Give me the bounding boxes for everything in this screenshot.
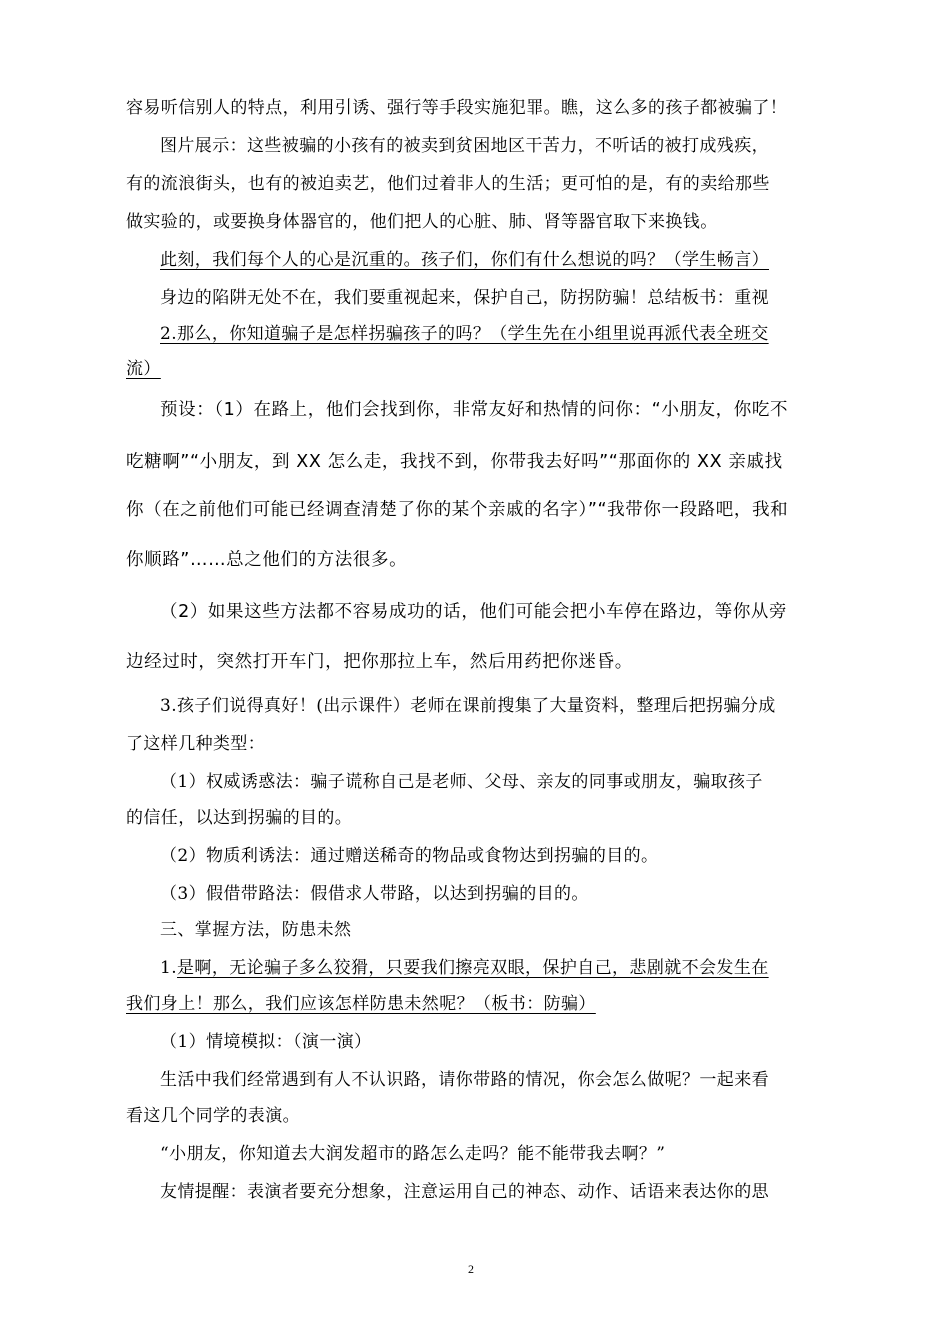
paragraph-line: 身边的陷阱无处不在，我们要重视起来，保护自己，防拐防骗！总结板书：重视 bbox=[160, 288, 769, 308]
paragraph-line-underlined: 我们身上！那么，我们应该怎样防患未然呢？（板书：防骗） bbox=[126, 994, 596, 1014]
preset-line: 吃糖啊”“小朋友，到 XX 怎么走，我找不到，你带我去好吗”“那面你的 XX 亲戚找 bbox=[126, 452, 783, 472]
paragraph-line: 3.孩子们说得真好！(出示课件）老师在课前搜集了大量资料，整理后把拐骗分成 bbox=[160, 696, 776, 716]
paragraph-line-underlined: 流） bbox=[126, 359, 161, 379]
paragraph-line: 了这样几种类型： bbox=[126, 734, 266, 754]
list-item-line: （1）权威诱惑法：骗子谎称自己是老师、父母、亲友的同事或朋友，骗取孩子 bbox=[160, 772, 763, 792]
paragraph-line-underlined bbox=[160, 957, 769, 979]
paragraph-line: 看这几个同学的表演。 bbox=[126, 1106, 300, 1126]
list-item-line: 的信任，以达到拐骗的目的。 bbox=[126, 808, 353, 828]
page-number: 2 bbox=[468, 1262, 474, 1276]
preset-line: 你顺路”……总之他们的方法很多。 bbox=[126, 550, 408, 570]
paragraph-line-underlined: 此刻，我们每个人的心是沉重的。孩子们，你们有什么想说的吗？（学生畅言） bbox=[160, 250, 769, 270]
paragraph-line: 生活中我们经常遇到有人不认识路，请你带路的情况，你会怎么做呢？一起来看 bbox=[160, 1070, 769, 1090]
list-number: 1. bbox=[160, 958, 178, 978]
paragraph-line: （1）情境模拟：（演一演） bbox=[160, 1032, 372, 1052]
underlined-text: 是啊，无论骗子多么狡猾，只要我们擦亮双眼，保护自己，悲剧就不会发生在 bbox=[177, 958, 769, 978]
preset-line: 边经过时，突然打开车门，把你那拉上车，然后用药把你迷昏。 bbox=[126, 652, 633, 672]
section-heading: 三、掌握方法，防患未然 bbox=[160, 920, 352, 940]
paragraph-line: 图片展示：这些被骗的小孩有的被卖到贫困地区干苦力，不听话的被打成残疾， bbox=[160, 136, 769, 156]
paragraph-line-underlined: 2.那么，你知道骗子是怎样拐骗孩子的吗？（学生先在小组里说再派代表全班交 bbox=[160, 324, 769, 344]
list-item-line: （3）假借带路法：假借求人带路，以达到拐骗的目的。 bbox=[160, 884, 589, 904]
paragraph-line: 做实验的，或要换身体器官的，他们把人的心脏、肺、肾等器官取下来换钱。 bbox=[126, 212, 718, 232]
list-item-line: （2）物质利诱法：通过赠送稀奇的物品或食物达到拐骗的目的。 bbox=[160, 846, 659, 866]
paragraph-line: 有的流浪街头，也有的被迫卖艺，他们过着非人的生活；更可怕的是，有的卖给那些 bbox=[126, 174, 770, 194]
paragraph-line: 容易听信别人的特点，利用引诱、强行等手段实施犯罪。瞧，这么多的孩子都被骗了！ bbox=[126, 98, 788, 118]
preset-line: 你（在之前他们可能已经调查清楚了你的某个亲戚的名字）”“我带你一段路吧，我和 bbox=[126, 500, 789, 520]
preset-line: 预设：（1）在路上，他们会找到你，非常友好和热情的问你：“小朋友，你吃不 bbox=[160, 400, 789, 420]
preset-line: （2）如果这些方法都不容易成功的话，他们可能会把小车停在路边，等你从旁 bbox=[160, 602, 788, 622]
paragraph-line: 友情提醒：表演者要充分想象，注意运用自己的神态、动作、话语来表达你的思 bbox=[160, 1182, 769, 1202]
dialogue-line: “小朋友，你知道去大润发超市的路怎么走吗？能不能带我去啊？” bbox=[160, 1144, 666, 1164]
